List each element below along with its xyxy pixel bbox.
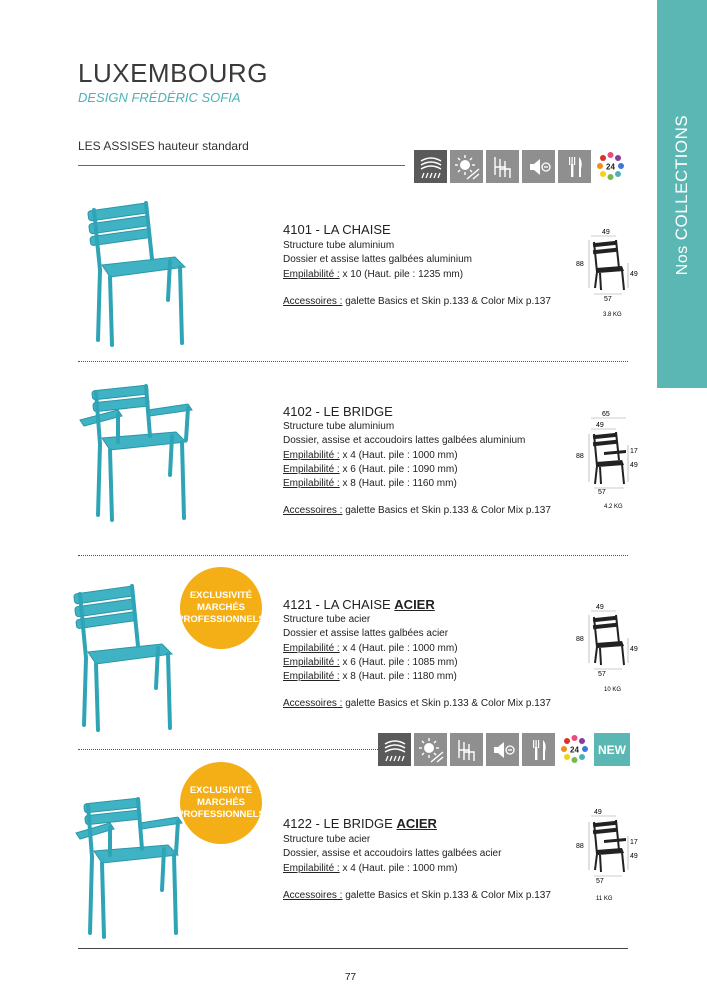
stack-icon (486, 150, 519, 183)
product-details (283, 833, 551, 903)
stack-line: Empilabilité : x 6 (Haut. pile : 1090 mm) (283, 463, 458, 475)
dimension-diagram (574, 410, 644, 520)
designer-subtitle: DESIGN FRÉDÉRIC SOFIA (78, 90, 241, 105)
svg-text:10 KG: 10 KG (604, 687, 622, 693)
colors-icon (558, 733, 591, 766)
svg-text:3.8 KG: 3.8 KG (603, 312, 622, 318)
svg-text:11 KG: 11 KG (596, 896, 613, 902)
detail-line: Dossier et assise lattes galbées acier (283, 628, 449, 640)
product-image-chaise (80, 195, 195, 360)
section-divider (78, 165, 405, 166)
detail-line: Structure tube aluminium (283, 240, 395, 251)
svg-text:88: 88 (576, 453, 584, 460)
stack-icon (450, 733, 483, 766)
product-details (283, 239, 551, 309)
exclusive-badge: EXCLUSIVITÉ MARCHÉS PROFESSIONNELS (180, 567, 262, 649)
svg-text:88: 88 (576, 636, 584, 643)
product-divider (78, 555, 628, 556)
feature-icons-row (378, 733, 630, 766)
stack-line: Empilabilité : x 10 (Haut. pile : 1235 mm) (283, 268, 464, 280)
svg-text:65: 65 (602, 411, 610, 418)
product-title: 4122 - LE BRIDGE ACIER (283, 816, 437, 831)
exclusive-badge: EXCLUSIVITÉ MARCHÉS PROFESSIONNELS (180, 762, 262, 844)
acoustic-icon (486, 733, 519, 766)
detail-line: Structure tube acier (283, 614, 371, 625)
sidebar-label: Nos COLLECTIONS (672, 114, 691, 276)
product-title: 4102 - LE BRIDGE (283, 404, 393, 419)
detail-line: Dossier et assise lattes galbées aluminium (283, 254, 472, 266)
accessories-line: Accessoires : galette Basics et Skin p.133 & Color Mix p.137 (283, 889, 551, 901)
svg-text:24: 24 (606, 162, 615, 172)
collections-sidebar-tab[interactable] (657, 0, 707, 388)
product-image-bridge-acier (74, 795, 194, 950)
product-details (283, 613, 551, 712)
svg-text:88: 88 (576, 261, 584, 268)
svg-text:49: 49 (630, 646, 638, 653)
svg-text:49: 49 (602, 229, 610, 236)
footer-divider (78, 948, 628, 949)
svg-text:49: 49 (596, 604, 604, 611)
detail-line: Dossier, assise et accoudoirs lattes galbées aluminium (283, 435, 526, 447)
section-heading: LES ASSISES hauteur standard (78, 139, 249, 153)
cutlery-icon (558, 150, 591, 183)
accessories-line: Accessoires : galette Basics et Skin p.133 & Color Mix p.137 (283, 505, 551, 517)
svg-text:57: 57 (598, 489, 606, 496)
dimension-diagram (574, 808, 644, 908)
product-details (283, 420, 551, 519)
svg-text:49: 49 (596, 422, 604, 429)
product-divider (78, 361, 628, 362)
stack-line: Empilabilité : x 8 (Haut. pile : 1160 mm) (283, 478, 457, 490)
feature-icons-row (414, 150, 627, 183)
svg-text:4.2 KG: 4.2 KG (604, 504, 623, 510)
svg-text:57: 57 (598, 671, 606, 678)
detail-line: Dossier, assise et accoudoirs lattes galbées acier (283, 848, 502, 860)
weather-icon (414, 150, 447, 183)
svg-text:17: 17 (630, 448, 638, 455)
acoustic-icon (522, 150, 555, 183)
product-image-bridge (78, 380, 203, 535)
product-title: 4121 - LA CHAISE ACIER (283, 597, 435, 612)
sun-icon (414, 733, 447, 766)
dimension-diagram (574, 228, 644, 328)
stack-line: Empilabilité : x 4 (Haut. pile : 1000 mm) (283, 642, 458, 654)
svg-text:49: 49 (630, 462, 638, 469)
page-title: LUXEMBOURG (78, 58, 268, 88)
detail-line: Structure tube acier (283, 834, 371, 845)
stack-line: Empilabilité : x 4 (Haut. pile : 1000 mm) (283, 862, 458, 874)
product-image-chaise-acier (70, 580, 185, 745)
accessories-line: Accessoires : galette Basics et Skin p.133 & Color Mix p.137 (283, 295, 551, 307)
stack-line: Empilabilité : x 4 (Haut. pile : 1000 mm) (283, 449, 458, 461)
svg-text:88: 88 (576, 843, 584, 850)
svg-text:49: 49 (630, 271, 638, 278)
cutlery-icon (522, 733, 555, 766)
colors-icon (594, 150, 627, 183)
accessories-line: Accessoires : galette Basics et Skin p.133 & Color Mix p.137 (283, 698, 551, 710)
page-number: 77 (345, 972, 357, 983)
detail-line: Structure tube aluminium (283, 421, 395, 432)
svg-text:57: 57 (596, 878, 604, 885)
stack-line: Empilabilité : x 8 (Haut. pile : 1180 mm) (283, 671, 457, 683)
svg-text:49: 49 (630, 853, 638, 860)
product-title: 4101 - LA CHAISE (283, 222, 391, 237)
new-badge: NEW (594, 733, 630, 766)
svg-text:17: 17 (630, 839, 638, 846)
svg-text:24: 24 (570, 745, 579, 755)
sun-icon (450, 150, 483, 183)
weather-icon (378, 733, 411, 766)
dimension-diagram (574, 603, 644, 703)
product-divider (78, 749, 378, 750)
svg-text:49: 49 (594, 809, 602, 816)
stack-line: Empilabilité : x 6 (Haut. pile : 1085 mm) (283, 656, 458, 668)
svg-text:57: 57 (604, 296, 612, 303)
